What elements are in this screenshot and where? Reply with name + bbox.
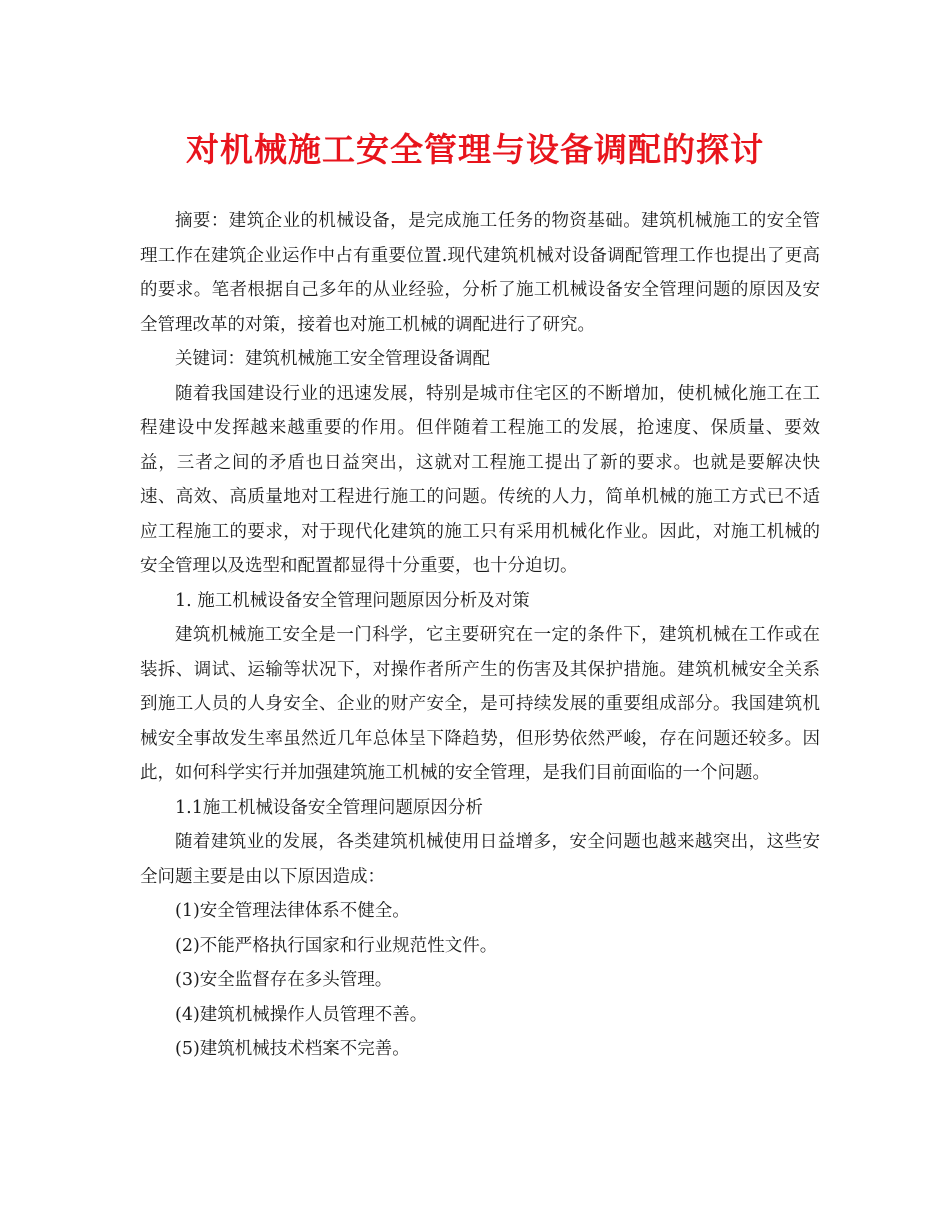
list-item-2: (2)不能严格执行国家和行业规范性文件。 (175, 935, 498, 956)
section-1-1-paragraph: 随着建筑业的发展，各类建筑机械使用日益增多，安全问题也越来越突出，这些安全问题主要是由以下原因造成： (140, 832, 820, 887)
abstract-paragraph: 摘要：建筑企业的机械设备，是完成施工任务的物资基础。建筑机械施工的安全管理工作在建筑企业运作中占有重要位置.现代建筑机械对设备调配管理工作也提出了更高的要求。笔者根据自己多年的从业经验，分析了施工机械设备安全管理问题的原因及安全管理改革的对策，接着也对施工机械的调配进行了研究。 (140, 211, 820, 335)
document-title: 对机械施工安全管理与设备调配的探讨 (186, 130, 764, 169)
list-item-5: (5)建筑机械技术档案不完善。 (175, 1039, 410, 1059)
section-heading-1-1: 1.1施工机械设备安全管理问题原因分析 (175, 797, 483, 818)
intro-paragraph: 随着我国建设行业的迅速发展，特别是城市住宅区的不断增加，使机械化施工在工程建设中发挥越来越重要的作用。但伴随着工程施工的发展，抢速度、保质量、要效益，三者之间的矛盾也日益突出，这就对工程施工提出了新的要求。也就是要解决快速、高效、高质量地对工程进行施工的问题。传统的人力，简单机械的施工方式已不适应工程施工的要求，对于现代化建筑的施工只有采用机械化作业。因此，对施工机械的安全管理以及选型和配置都显得十分重要，也十分迫切。 (140, 383, 820, 576)
section-1-paragraph: 建筑机械施工安全是一门科学，它主要研究在一定的条件下，建筑机械在工作或在装拆、调试、运输等状况下，对操作者所产生的伤害及其保护措施。建筑机械安全关系到施工人员的人身安全、企业的财产安全，是可持续发展的重要组成部分。我国建筑机械安全事故发生率虽然近几年总体呈下降趋势，但形势依然严峻，存在问题还较多。因此，如何科学实行并加强建筑施工机械的安全管理，是我们目前面临的一个问题。 (140, 625, 820, 783)
section-heading-1: 1. 施工机械设备安全管理问题原因分析及对策 (175, 590, 530, 611)
list-item-1: (1)安全管理法律体系不健全。 (175, 901, 410, 921)
document-body (140, 204, 820, 1067)
list-item-3: (3)安全监督存在多头管理。 (175, 970, 393, 990)
list-item-4: (4)建筑机械操作人员管理不善。 (175, 1004, 428, 1025)
keywords-paragraph: 关键词：建筑机械施工安全管理设备调配 (175, 349, 490, 369)
